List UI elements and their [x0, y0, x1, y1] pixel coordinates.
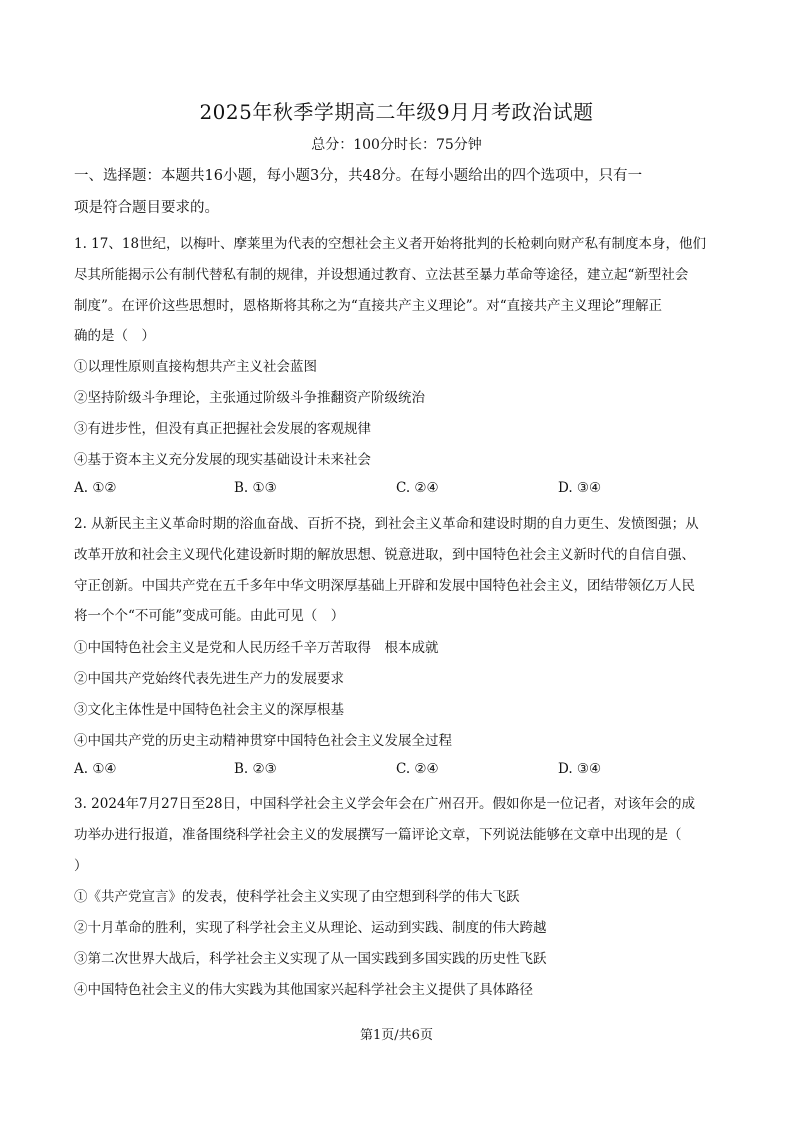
- question-2-stem-line: 改革开放和社会主义现代化建设新时期的解放思想、锐意进取，到中国特色社会主义新时代的自信自强、: [74, 547, 695, 563]
- question-3-stem-line: ）: [74, 858, 88, 874]
- question-1-stem-line: 确的是（ ）: [74, 328, 155, 344]
- option-c: C. ②④: [396, 761, 439, 777]
- question-2-item: ③文化主体性是中国特色社会主义的深厚根基: [74, 702, 344, 718]
- question-1-item: ④基于资本主义充分发展的现实基础设计未来社会: [74, 452, 371, 468]
- question-2-stem-line: 守正创新。中国共产党在五千多年中华文明深厚基础上开辟和发展中国特色社会主义，团结带领亿万人民: [74, 578, 695, 594]
- question-1-stem-line: 尽其所能揭示公有制代替私有制的规律，并设想通过教育、立法甚至暴力革命等途径，建立起“新型社会: [74, 267, 689, 283]
- page-title: 2025年秋季学期高二年级9月月考政治试题: [199, 100, 594, 124]
- option-b: B. ①③: [234, 480, 277, 496]
- question-1-stem-line: 制度”。在评价这些思想时，恩格斯将其称之为“直接共产主义理论”。对“直接共产主义理论”理解正: [74, 298, 663, 314]
- section-intro-line: 项是符合题目要求的。: [74, 200, 219, 216]
- question-3-item: ③第二次世界大战后，科学社会主义实现了从一国实践到多国实践的历史性飞跃: [74, 951, 547, 967]
- section-heading: [74, 160, 724, 224]
- question-2-stem-line: 2. 从新民主主义革命时期的浴血奋战、百折不挠，到社会主义革命和建设时期的自力更生、发愤图强；从: [74, 516, 699, 532]
- question-3-stem-line: 3. 2024年7月27日至28日，中国科学社会主义学会年会在广州召开。假如你是一位记者，对该年会的成: [74, 796, 695, 812]
- option-d: D. ③④: [558, 480, 602, 496]
- question-1-item: ②坚持阶级斗争理论，主张通过阶级斗争推翻资产阶级统治: [74, 390, 425, 406]
- question-1-item: ①以理性原则直接构想共产主义社会蓝图: [74, 359, 317, 375]
- question-2-stem-line: 将一个个“不可能”变成可能。由此可见（ ）: [74, 608, 345, 624]
- option-c: C. ②④: [396, 480, 439, 496]
- page-footer: 第1页/共6页: [360, 1028, 433, 1043]
- question-2-item: ②中国共产党始终代表先进生产力的发展要求: [74, 671, 344, 687]
- question-2-item: ④中国共产党的历史主动精神贯穿中国特色社会主义发展全过程: [74, 733, 452, 749]
- question-1-stem-line: 1. 17、18世纪，以梅叶、摩莱里为代表的空想社会主义者开始将批判的长枪刺向财产私有制度本身，他们: [74, 236, 707, 252]
- option-b: B. ②③: [234, 761, 277, 777]
- question-2-options: [74, 761, 724, 781]
- question-3-item: ②十月革命的胜利，实现了科学社会主义从理论、运动到实践、制度的伟大跨越: [74, 920, 547, 936]
- question-3-stem-line: 功举办进行报道，准备围绕科学社会主义的发展撰写一篇评论文章，下列说法能够在文章中出现的是（: [74, 827, 682, 843]
- score-duration-subtitle: 总分：100分时长：75分钟: [311, 137, 482, 153]
- option-a: A. ①②: [74, 480, 117, 496]
- option-d: D. ③④: [558, 761, 602, 777]
- option-a: A. ①④: [74, 761, 117, 777]
- question-3-item: ④中国特色社会主义的伟大实践为其他国家兴起科学社会主义提供了具体路径: [74, 982, 533, 998]
- section-intro-line: 一、选择题：本题共16小题，每小题3分，共48分。在每小题给出的四个选项中，只有一: [74, 168, 643, 184]
- question-1-item: ③有进步性，但没有真正把握社会发展的客观规律: [74, 421, 371, 437]
- question-2-item: ①中国特色社会主义是党和人民历经千辛万苦取得 根本成就: [74, 640, 439, 656]
- question-1-options: [74, 480, 724, 500]
- question-3-item: ①《共产党宣言》的发表，使科学社会主义实现了由空想到科学的伟大飞跃: [74, 889, 520, 905]
